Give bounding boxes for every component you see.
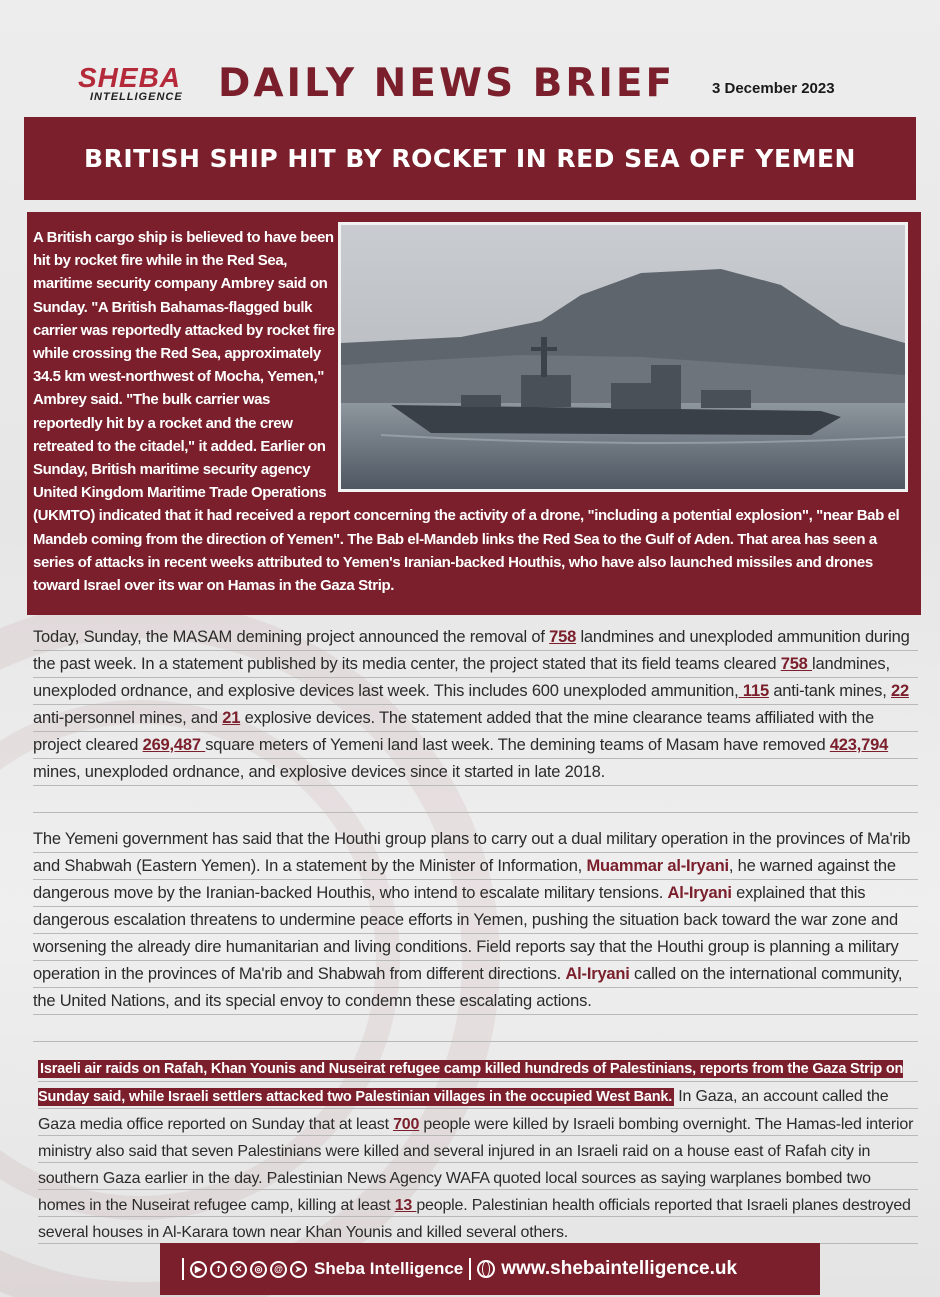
article-text: explained that this dangerous escalation threatens to undermine peace efforts in Yemen, pushing the situation back toward the war zone and worsening the already dire humanitarian and living conditions. Field reports say that the Houthi group is planning a military operation in the provinces of Ma'rib and Shabwah from different directions. [33, 884, 899, 983]
stat-number: 269,487 [142, 736, 206, 754]
stat-number: 22 [890, 682, 909, 700]
stat-number: 423,794 [829, 736, 889, 754]
lead-article-text [33, 226, 913, 597]
photo-text-wrap-spacer [335, 226, 913, 502]
person-name: Al-Iryani [667, 884, 732, 902]
footer-website-link[interactable]: www.shebaintelligence.uk [501, 1258, 738, 1279]
stat-number: 21 [222, 709, 241, 727]
article-text: The Yemeni government has said that the Houthi group plans to carry out a dual military operation in the provinces of Ma'rib and Shabwah (Eastern Yemen). In a statement by the Minister of Information, [33, 830, 911, 875]
gaza-article [38, 1055, 918, 1246]
page-title: DAILY NEWS BRIEF [218, 61, 676, 106]
publication-date: 3 December 2023 [712, 80, 835, 97]
stat-number: 13 [394, 1197, 417, 1214]
lead-article-body: A British cargo ship is believed to have been hit by rocket fire while in the Red Sea, maritime security company Ambrey said on Sunday. "A British Bahamas-flagged bulk carrier was reportedly attacked by rocket fire while crossing the Red Sea, approximately 34.5 km west-northwest of Mocha, Yemen," Ambrey said. "The bulk carrier was reportedly hit by a rocket and the crew retreated to the citadel," it added. Earlier on Sunday, British maritime security agency United Kingdom Maritime Trade Operations (UKMTO) indicated that it had received a report concerning the activity of a drone, "including a potential explosion", "near Bab el Mandeb coming from the direction of Yemen". The Bab el-Mandeb links the Red Sea to the Gulf of Aden. That area has seen a series of attacks in recent weeks attributed to Yemen's Iranian-backed Houthis, who have also launched missiles and drones toward Israel over its war on Hamas in the Gaza Strip. [33, 229, 900, 595]
logo-sub-text: INTELLIGENCE [90, 91, 183, 103]
person-name: Muammar al-Iryani [586, 857, 729, 875]
highlighted-summary: Israeli air raids on Rafah, Khan Younis and Nuseirat refugee camp killed hundreds of Palestinians, reports from the Gaza Strip on Sunday said, while Israeli settlers attacked two Palestinian villages in the occupied West Bank. [38, 1061, 904, 1105]
x-icon[interactable]: ✕ [230, 1261, 247, 1278]
masam-demining-article [33, 624, 918, 814]
telegram-icon[interactable]: ➤ [290, 1261, 307, 1278]
article-text: explosive devices. The statement added that the mine clearance teams affiliated with the project cleared [33, 709, 874, 754]
footer-separator [182, 1258, 184, 1280]
sheba-logo [78, 64, 203, 106]
article-text: called on the international community, the United Nations, and its special envoy to condemn these escalating actions. [33, 965, 903, 1010]
article-text: anti-tank mines, [768, 682, 891, 700]
facebook-icon[interactable]: f [210, 1261, 227, 1278]
headline-text: BRITISH SHIP HIT BY ROCKET IN RED SEA OFF YEMEN [84, 144, 856, 173]
article-text: landmines, unexploded ordnance, and explosive devices last week. This includes 600 unexploded ammunition, [33, 655, 890, 700]
article-text: people were killed by Israeli bombing overnight. The Hamas-led interior ministry also said that seven Palestinians were killed and several injured in an Israeli raid on a house east of Rafah city in southern Gaza earlier in the day. Palestinian News Agency WAFA quoted local sources as saying warplanes bombed two homes in the Nuseirat refugee camp, killing at least [38, 1116, 914, 1214]
youtube-icon[interactable]: ▶ [190, 1261, 207, 1278]
headline-banner [24, 117, 916, 200]
article-text: people. Palestinian health officials reported that Israeli planes destroyed several houses in Al-Karara town near Khan Younis and killed several others. [38, 1197, 911, 1241]
article-text: In Gaza, an account called the Gaza media office reported on Sunday that at least [38, 1088, 889, 1133]
threads-icon[interactable]: @ [270, 1261, 287, 1278]
article-text: square meters of Yemeni land last week. The demining teams of Masam have removed [205, 736, 830, 754]
lead-article [27, 212, 921, 615]
footer-brand-name: Sheba Intelligence [314, 1259, 464, 1278]
footer-separator [469, 1258, 471, 1280]
stat-number: 700 [393, 1116, 420, 1133]
stat-number: 758 [549, 628, 577, 646]
article-text: mines, unexploded ordnance, and explosive devices since it started in late 2018. [33, 763, 605, 781]
stat-number: 115 [738, 682, 769, 700]
article-text: landmines and unexploded ammunition during the past week. In a statement published by its media center, the project stated that its field teams cleared [33, 628, 910, 673]
instagram-icon[interactable]: ◎ [250, 1261, 267, 1278]
footer-bar [160, 1243, 820, 1295]
article-text: anti-personnel mines, and [33, 709, 223, 727]
government-statement-article [33, 826, 918, 1042]
logo-main-text: SHEBA [78, 62, 182, 93]
article-text: , he warned against the dangerous move by the Iranian-backed Houthis, who intend to escalate military tensions. [33, 857, 896, 902]
stat-number: 758 [780, 655, 813, 673]
globe-icon [477, 1260, 495, 1278]
article-text: Today, Sunday, the MASAM demining project announced the removal of [33, 628, 550, 646]
person-name: Al-Iryani [565, 965, 630, 983]
